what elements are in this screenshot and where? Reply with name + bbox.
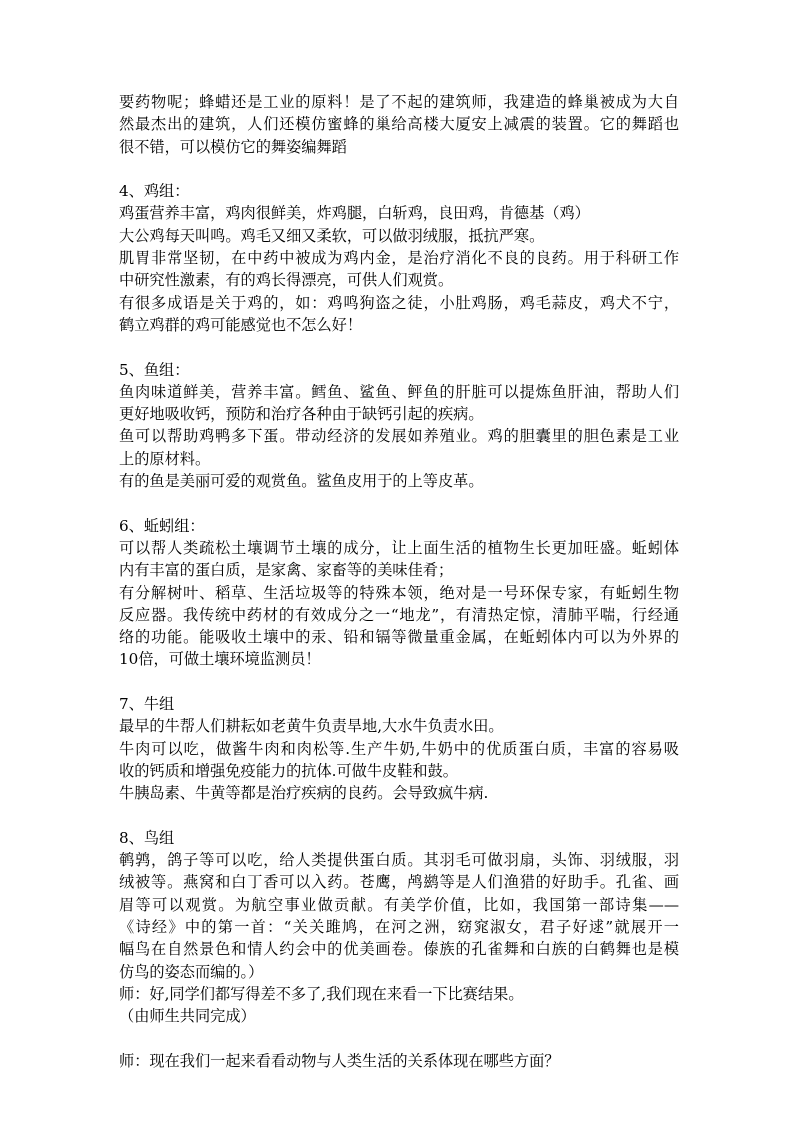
text-line: 有分解树叶、稻草、生活垃圾等的特殊本领，绝对是一号环保专家，有蚯蚓生物 — [119, 583, 679, 602]
paragraph-gap — [119, 671, 679, 693]
text-line: 上的原材料。 — [119, 449, 211, 468]
paragraph-gap — [119, 158, 679, 180]
paragraph-gap — [119, 336, 679, 358]
text-line: 8、鸟组 — [119, 828, 175, 847]
text-line: 鸡蛋营养丰富，鸡肉很鲜美，炸鸡腿，白斩鸡，良田鸡，肯德基（鸡） — [119, 204, 590, 223]
text-line: 鹤立鸡群的鸡可能感觉也不怎么好！ — [119, 315, 362, 334]
text-line: 鱼肉味道鲜美，营养丰富。鳕鱼、鲨鱼、鲆鱼的肝脏可以提炼鱼肝油，帮助人们 — [119, 382, 679, 401]
text-line: 鹌鹑，鸽子等可以吃，给人类提供蛋白质。其羽毛可做羽扇，头饰、羽绒服，羽 — [119, 851, 679, 870]
text-line: 有很多成语是关于鸡的，如：鸡鸣狗盗之徒，小肚鸡肠，鸡毛蒜皮，鸡犬不宁， — [119, 293, 679, 312]
text-line: 然最杰出的建筑，人们还模仿蜜蜂的巢给高楼大厦安上减震的装置。它的舞蹈也 — [119, 115, 679, 134]
paragraph-gap — [119, 492, 679, 514]
text-line: 牛肉可以吃，做酱牛肉和肉松等.生产牛奶,牛奶中的优质蛋白质，丰富的容易吸 — [119, 739, 679, 758]
text-line: 收的钙质和增强免疫能力的抗体.可做牛皮鞋和鼓。 — [119, 761, 458, 780]
text-line: 师：现在我们一起来看看动物与人类生活的关系体现在哪些方面？ — [119, 1051, 560, 1070]
text-line: 大公鸡每天叫鸣。鸡毛又细又柔软，可以做羽绒服，抵抗严寒。 — [119, 226, 545, 245]
text-line: 络的功能。能吸收土壤中的汞、铅和镉等微量重金属，在蚯蚓体内可以为外界的 — [119, 628, 679, 647]
text-line: 7、牛组 — [119, 695, 175, 714]
text-line: 反应器。我传统中药材的有效成分之一“地龙”，有清热定惊，清肺平喘，行经通 — [119, 605, 679, 624]
text-line: 5、鱼组： — [119, 360, 190, 379]
text-line: 有的鱼是美丽可爱的观赏鱼。鲨鱼皮用于的上等皮革。 — [119, 472, 484, 491]
text-line: 肌胃非常坚韧，在中药中被成为鸡内金，是治疗消化不良的良药。用于科研工作 — [119, 249, 679, 268]
text-line: 仿鸟的姿态而编的。） — [119, 962, 264, 981]
text-line: 要药物呢；蜂蜡还是工业的原料！是了不起的建筑师，我建造的蜂巢被成为大自 — [119, 93, 679, 111]
text-line: 内有丰富的蛋白质，是家禽、家畜等的美味佳肴； — [119, 561, 454, 580]
text-line: 更好地吸收钙，预防和治疗各种由于缺钙引起的疾病。 — [119, 405, 484, 424]
text-line: 中研究性激素，有的鸡长得漂亮，可供人们观赏。 — [119, 271, 454, 290]
text-line: 最早的牛帮人们耕耘如老黄牛负责旱地,大水牛负责水田。 — [119, 717, 504, 736]
text-line: 可以帮人类疏松土壤调节土壤的成分，让上面生活的植物生长更加旺盛。蚯蚓体 — [119, 538, 679, 557]
text-line: 眉等可以观赏。为航空事业做贡献。有美学价值，比如，我国第一部诗集—— — [119, 895, 679, 914]
text-line: 牛胰岛素、牛黄等都是治疗疾病的良药。会导致疯牛病. — [119, 784, 489, 803]
text-line: 绒被等。燕窝和白丁香可以入药。苍鹰，鸬鹚等是人们渔猎的好助手。孔雀、画 — [119, 873, 679, 892]
text-line: 师：好,同学们都写得差不多了,我们现在来看一下比赛结果。 — [119, 984, 524, 1003]
text-line: 很不错，可以模仿它的舞姿编舞蹈 — [119, 137, 347, 156]
text-line: 10倍，可做土壤环境监测员！ — [119, 650, 321, 669]
text-line: 4、鸡组： — [119, 182, 190, 201]
text-line: 《诗经》中的第一首：“关关雎鸠，在河之洲，窈窕淑女，君子好逑”就展开一 — [119, 917, 679, 936]
text-line: 幅鸟在自然景色和情人约会中的优美画卷。傣族的孔雀舞和白族的白鹤舞也是模 — [119, 940, 679, 959]
paragraph-gap — [119, 1027, 679, 1049]
text-line: 鱼可以帮助鸡鸭多下蛋。带动经济的发展如养殖业。鸡的胆囊里的胆色素是工业 — [119, 427, 679, 446]
paragraph-gap — [119, 805, 679, 827]
text-line: （由师生共同完成） — [119, 1007, 256, 1026]
document-body — [119, 91, 679, 1072]
text-line: 6、蚯蚓组： — [119, 516, 205, 535]
